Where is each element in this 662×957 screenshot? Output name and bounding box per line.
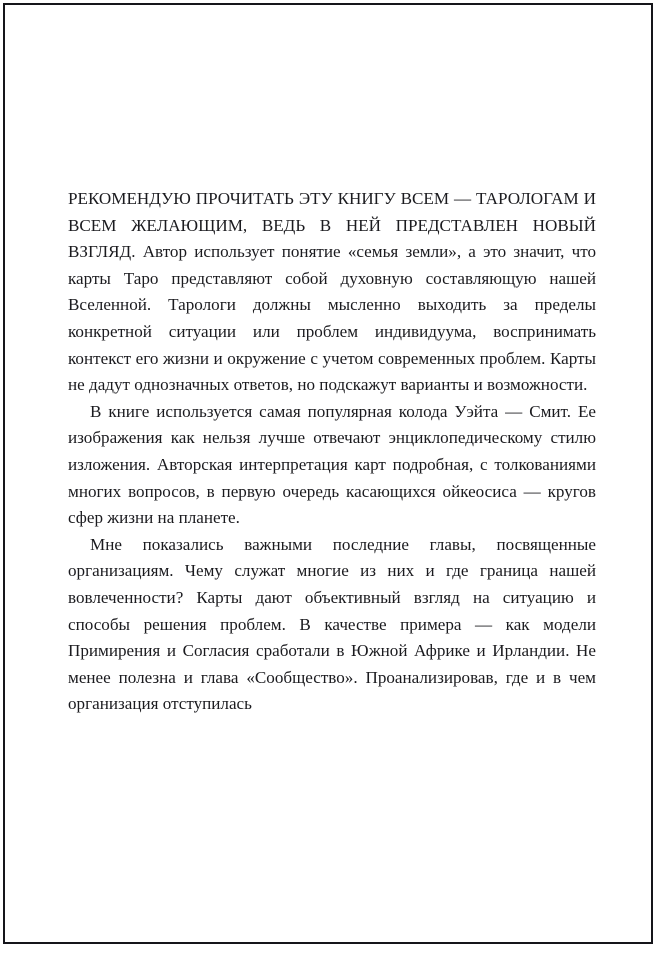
paragraph-1-body: Автор использует понятие «семья земли», а это значит, что карты Таро представляют собой духовную составляющую нашей Вселенной. Тарологи должны мысленно выходить за пределы конкретной ситуации или проблем индивидуума, воспринимать контекст его жизни и окружение с учетом современных проблем. Карты не дадут однозначных ответов, но подскажут варианты и возможности. — [68, 242, 596, 395]
paragraph-3: Мне показались важными последние главы, посвященные организациям. Чему служат многие из них и где граница нашей вовлеченности? Карты дают объективный взгляд на ситуацию и способы решения проблем. В качестве примера — как модели Примирения и Согласия сработали в Южной Африке и Ирландии. Не менее полезна и глава «Сообщество». Проанализировав, где и в чем организация отступилась — [68, 534, 596, 714]
paragraph-1 — [68, 186, 596, 399]
paragraph-1-lead-caps: РЕКОМЕНДУЮ ПРОЧИТАТЬ ЭТУ КНИГУ ВСЕМ — ТАРОЛОГАМ И ВСЕМ ЖЕЛАЮЩИМ, ВЕДЬ В НЕЙ ПРЕДСТАВЛЕН НОВЫЙ ВЗГЛЯД. — [68, 189, 596, 262]
paragraph-2: В книге используется самая популярная колода Уэйта — Смит. Ее изображения как нельзя лучше отвечают энциклопедическому стилю изложения. Авторская интерпретация карт подробная, с толкованиями многих вопросов, в первую очередь касающихся ойкеосиса — кругов сфер жизни на планете. — [68, 401, 596, 528]
body-text-column — [68, 186, 596, 718]
